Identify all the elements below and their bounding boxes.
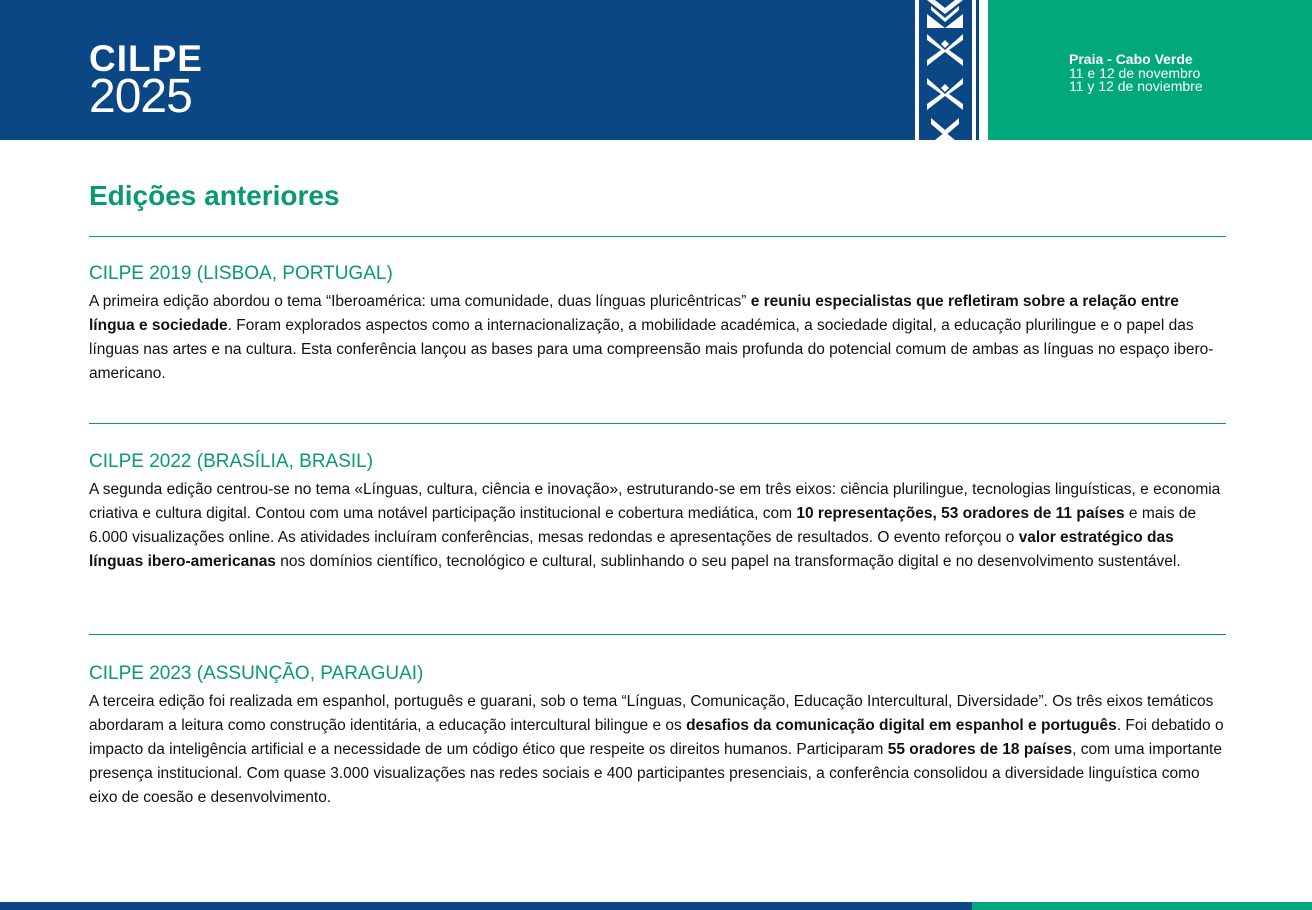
divider	[89, 236, 1226, 237]
section-heading: CILPE 2023 (ASSUNÇÃO, PARAGUAI)	[89, 663, 424, 684]
text-run: . Foi debatido o impacto da inteligência artificial e a necessidade de um código ético que respeite os direitos humanos. Participaram	[89, 717, 1224, 758]
section-body	[89, 690, 1226, 810]
decorative-band-inner	[919, 0, 972, 140]
event-info	[1069, 53, 1203, 93]
logo-year: 2025	[89, 70, 192, 123]
divider	[89, 423, 1226, 424]
text-run: nos domínios científico, tecnológico e cultural, sublinhando o seu papel na transformação digital e no desenvolvimento sustentável.	[275, 553, 1181, 570]
text-run-bold: desafios da comunicação digital em espanhol e português	[686, 717, 1117, 734]
section-body	[89, 290, 1226, 386]
edition-2019-section	[89, 262, 1226, 386]
footer-blue-bar	[0, 902, 972, 910]
edition-2022-section	[89, 450, 1226, 574]
footer-green-bar	[972, 902, 1312, 910]
text-run: . Foram explorados aspectos como a internacionalização, a mobilidade académica, a sociedade digital, a educação plurilingue e o papel das línguas nas artes e na cultura. Esta conferência lançou as bases para uma compreensão mais profunda do potencial comum de ambas as línguas no espaço ibero-americano.	[89, 317, 1214, 382]
text-run-bold: valor estratégico das línguas ibero-americanas	[89, 529, 1174, 570]
text-run-bold: e reuniu especialistas que refletiram sobre a relação entre língua e sociedade	[89, 293, 1179, 334]
page-title: Edições anteriores	[89, 180, 340, 211]
edition-2023-section	[89, 662, 1226, 810]
text-run: , com uma importante presença institucional. Com quase 3.000 visualizações nas redes sociais e 400 participantes presenciais, a conferência consolidou a diversidade linguística como eixo de coesão e desenvolvimento.	[89, 741, 1222, 806]
text-run: e mais de 6.000 visualizações online. As atividades incluíram conferências, mesas redondas e apresentações de resultados. O evento reforçou o	[89, 505, 1197, 546]
text-run: A terceira edição foi realizada em espanhol, português e guarani, sob o tema “Línguas, Comunicação, Educação Intercultural, Diversidade”. Os três eixos temáticos abordaram a leitura como construção identitária, a educação intercultural bilingue e os	[89, 693, 1214, 734]
text-run-bold: 10 representações, 53 oradores de 11 países	[796, 505, 1125, 522]
text-run: A primeira edição abordou o tema “Iberoamérica: uma comunidade, duas línguas pluricêntricas”	[89, 293, 751, 310]
band-stripe-right	[976, 0, 979, 140]
section-heading: CILPE 2019 (LISBOA, PORTUGAL)	[89, 263, 393, 284]
divider	[89, 634, 1226, 635]
text-run: A segunda edição centrou-se no tema «Línguas, cultura, ciência e inovação», estruturando-se em três eixos: ciência plurilingue, tecnologias linguísticas, e economia criativa e cultura digital. Contou com uma notável participação institucional e cobertura mediática, com	[89, 481, 1221, 522]
event-date-es: 11 y 12 de noviembre	[1069, 78, 1203, 94]
ornament-icon	[919, 0, 972, 140]
cilpe-logo	[89, 38, 203, 123]
text-run-bold: 55 oradores de 18 países	[887, 741, 1073, 758]
event-place: Praia - Cabo Verde	[1069, 51, 1193, 67]
event-date-pt: 11 e 12 de novembro	[1069, 65, 1201, 81]
logo-name: CILPE	[89, 38, 203, 79]
page-header	[0, 0, 1312, 140]
section-body	[89, 478, 1226, 574]
section-heading: CILPE 2022 (BRASÍLIA, BRASIL)	[89, 451, 374, 472]
band-stripe-left	[912, 0, 915, 140]
